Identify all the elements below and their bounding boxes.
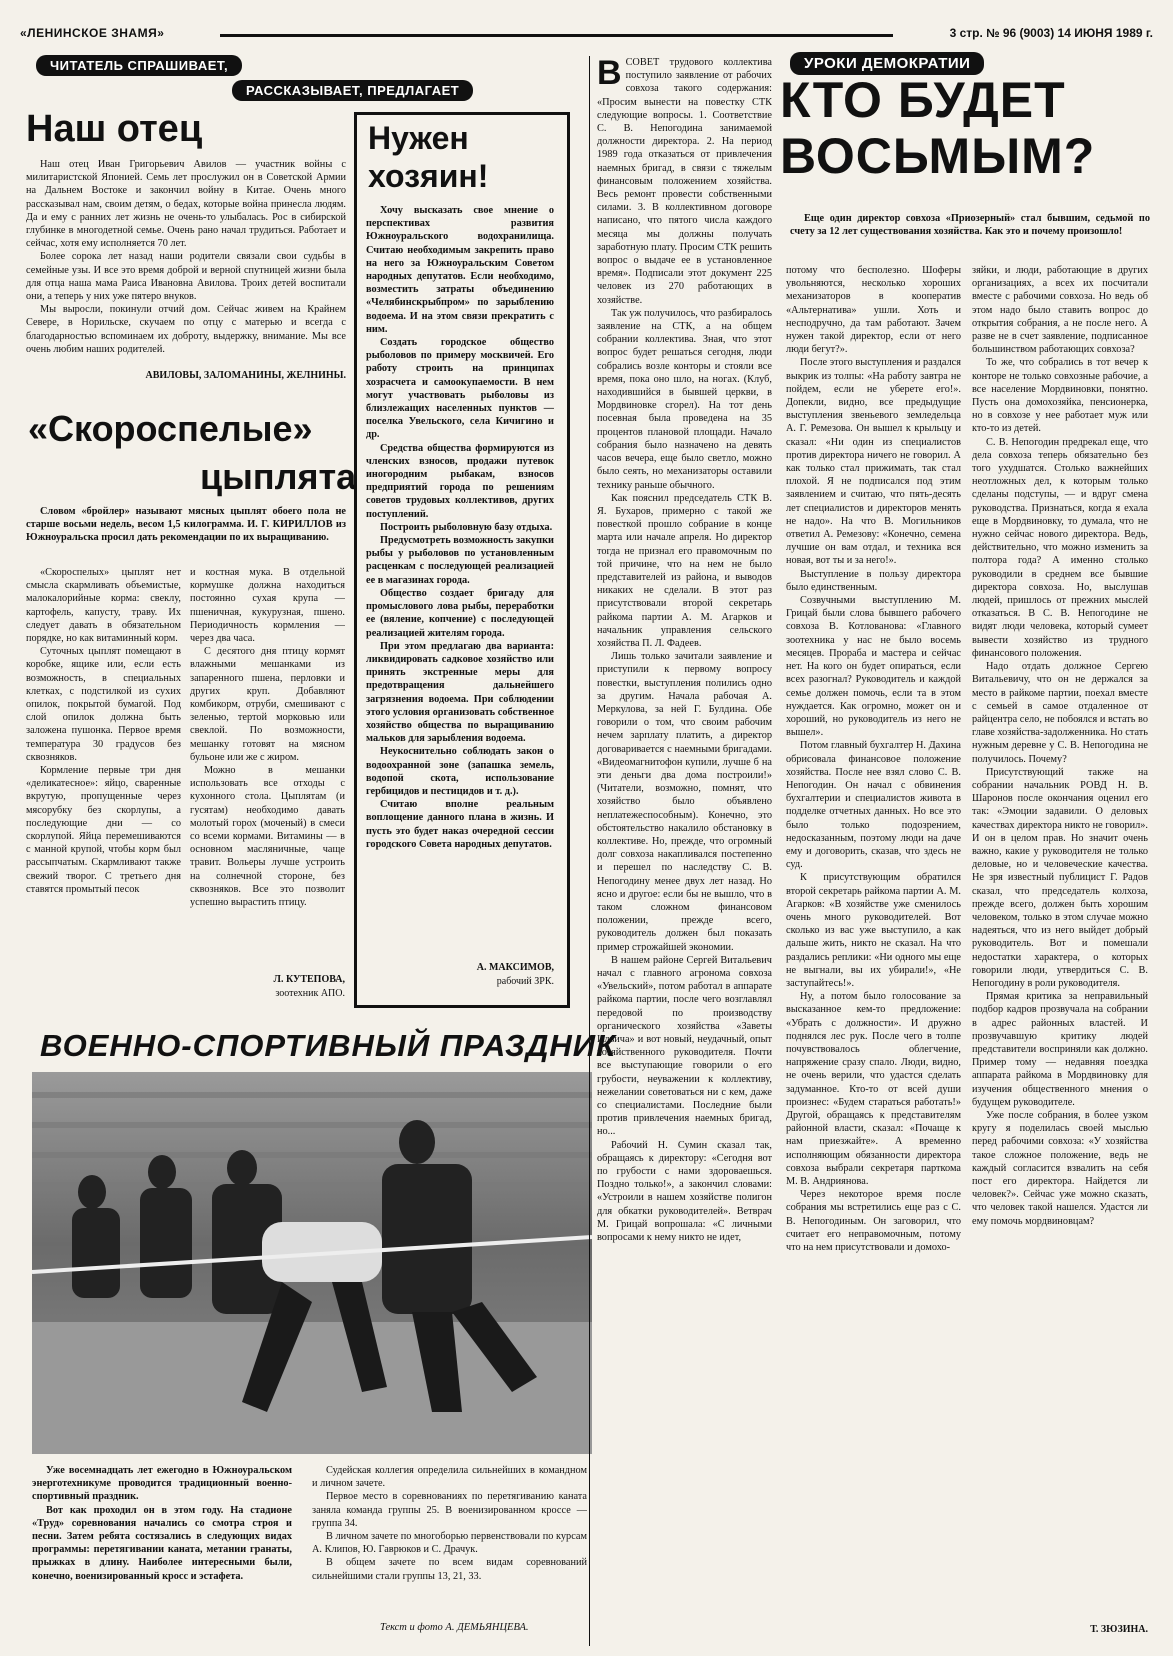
paragraph: Как пояснил председатель СТК В. Я. Бухаров, примерно с такой же повесткой прошло собрание в конце марта или начале апреля. Но директор тогда не признал его правомочным по той причине, что на нем не было представителей из района, и выводов никаких не сделали. В этот раз присутствовали второй секретарь райкома партии А. М. Агарков и начальник управления сельского хозяйства П. Л. Фадеев. — [597, 492, 772, 649]
paragraph: Кормление первые три дня «деликатесное»: яйцо, сваренные вкрутую, пропущенные через мясорубку без скорлупы, а последующие дни — со скорлупой. Яйца перемешиваются с манной крупой, чтобы корм был рассыпчатым. Скармливают также свежий творог. С третьего дня ставятся промытый песок — [26, 765, 181, 895]
eighth-title-1: КТО БУДЕТ — [780, 72, 1066, 128]
paragraph: Построить рыболовную базу отдыха. — [380, 521, 553, 533]
paragraph: В личном зачете по многоборью первенствовали по курсам А. Клипов, Ю. Гаврюков и С. Драчук. — [312, 1531, 587, 1556]
paragraph: Так уж получилось, что разбиралось заявление на СТК, а на общем собрании коллектива. Зная, что этот вопрос будет решаться сегодня, люди собрались возле конторы и стояли все время, пока оно шло, на ногах. (Клуб, находившийся в бывшей церкви, в Мордвиновке сгорел). На тот день посевная была проведена на 35 процентов плановой площади. Начало собрания было назначено на девять часов вечера, еще было светло, можно было сеять, но механизаторы оставили технику раньше обычного. — [597, 307, 772, 491]
rubric-reader-asks: ЧИТАТЕЛЬ СПРАШИВАЕТ, — [36, 55, 242, 76]
sport-column-1 — [32, 1464, 292, 1629]
paragraph: Выступление в пользу директора было единственным. — [786, 568, 961, 593]
paragraph: Уже восемнадцать лет ежегодно в Южноуральском энерготехникуме проводится традиционный военно-спортивный праздник. — [32, 1465, 292, 1503]
paragraph: «Скороспелых» цыплят нет смысла скармливать объемистые, малокалорийные корма: свеклу, картофель, капусту, траву. Их следует давать в обязательном порядке, но как витаминный корм. — [26, 567, 181, 645]
paragraph: Можно в мешанки использовать все отходы с кухонного стола. Цыплятам (и гусятам) необходимо давать молотый горох (моченый) в смеси со всеми кормами. Витамины — в основном масляничные, чаще травит. Вольеры лучше устроить на солнечной стороне, без сквозняков. Все это позволит успешно вырастить птицу. — [190, 765, 345, 909]
paragraph: Более сорока лет назад наши родители связали свои судьбы в семейные узы. И все это время доброй и верной спутницей жизни была для отца наша мама Раиса Ивановна Авилова. Троих детей воспитали они, а теперь у них уже пятеро внуков. — [26, 251, 346, 303]
paragraph: При этом предлагаю два варианта: ликвидировать садковое хозяйство или принять экстренные меры для предотвращения дальнейшего загрязнения водоема. При соблюдении этого условия организовать собственное хозяйство общества по выращиванию мальков для зарыбления водоема. — [366, 640, 554, 745]
paragraph: С. В. Непогодин предрекал еще, что дела совхоза теперь обязательно без того ухудшатся. Столько важнейших неотложных дел, к которым только сделаны подступы, — и вдруг смена руководства. Признаться, когда я ехала еще в Мордвиновку, то думала, что не нужно сейчас нового директора. Ведь, действительно, что можно изменить за полтора года? А именно столько руководили в среднем все бывшие директора совхоза. Но, выслушав людей, пришлось от прежних мыслей отказаться. В С. В. Непогодине не видят люди человека, который сумеет вывести хозяйство из трудного финансового положения. — [972, 436, 1148, 659]
paragraph: Присутствующий также на собрании начальник РОВД Н. В. Шаронов после окончания оценил его так: «Эмоции задавили. О деловых качествах директора никто не говорил». И он в целом прав. Но значит очень важно, какие у руководителя не только деловые, но и человеческие качества. Не зря известный публицист Г. Радов сказал, что председатель колхоза, прежде всего, должен быть хорошим человеком, только в этом случае можно надеяться, что из него выйдет добрый руководитель. Вот и помешали недостатки характера, о которых говорили люди, утвердиться С. В. Непогодину в роли руководителя. — [972, 766, 1148, 989]
paragraph: Суточных цыплят помещают в коробке, ящике или, если есть возможность, в специальных клетках, с подстилкой из сухих опилок, покрытой бумагой. Под слой опилок должна быть заложена пушонка. Первое время температура 30 градусов без сквозняков. — [26, 646, 181, 763]
rubric-democracy: УРОКИ ДЕМОКРАТИИ — [790, 52, 984, 75]
paragraph: Хочу высказать свое мнение о перспективах развития Южноуральского водохранилища. Считаю необходимым закрепить право на него за Южноуральским Советом народных депутатов. Если необходимо, возместить затраты объединению «Челябинскрыбпром» по зарыблению водоема. И на этом связи прекратить с ним. — [366, 205, 554, 335]
masthead-rule — [220, 34, 893, 37]
paragraph: Судейская коллегия определила сильнейших в командном и личном зачете. — [312, 1465, 587, 1490]
chicks-lead-text: Словом «бройлер» называют мясных цыплят обоего пола не старше восьми недель, весом 1,5 килограмма. И. Г. КИРИЛЛОВ из Южноуральска просил дать рекомендации по их выращиванию. — [26, 506, 346, 544]
paragraph: В нашем районе Сергей Витальевич начал с главного агронома совхоза «Увельский», потом работал в аппарате райкома партии, после чего возглавлял передовой по производству органического хозяйства «Заветы Ильича» и вот новый, неудачный, опыт хозяйственного руководителя. Почти все выступающие говорили о его грубости, неуважении к коллективу, нежелании советоваться ни с кем, даже со специалистами. Последние были против привлечения наемных бригад, но... — [597, 954, 772, 1138]
tug-of-war-photo — [32, 1072, 592, 1454]
paragraph: Созвучными выступлению М. Грицай были слова бывшего рабочего совхоза В. Котлованова: «Главного зоотехника у нас не было восемь месяцев. Прораба и мастера и сейчас нет. На кого он будет опираться, если всех разогнал? Руководитель и каждой семье должен помочь, если та в этом нуждается. Как огромно, может он и хороший, но руководитель из него не вышел». — [786, 595, 961, 739]
owner-signature-role: рабочий ЗРК. — [496, 976, 554, 987]
rubric-tells-proposes: РАССКАЗЫВАЕТ, ПРЕДЛАГАЕТ — [232, 80, 473, 101]
paragraph: Наш отец Иван Григорьевич Авилов — участник войны с милитаристской Японией. Семь лет прослужил он в Советской Армии на Дальнем Востоке и закончил войну в Китае. Очень много рассказывал нам, своим детям, о бедах, которые война принесла людям. Да и ему с ранних лет жизнь не очень-то улыбалась. Рос в сибирской глубинке в многодетной семье. Очень рано начал трудиться. Работает и сейчас, хотя ему исполняется 70 лет. — [26, 159, 346, 250]
paragraph: и костная мука. В отдельной кормушке должна находиться постоянно сухая крупа — пшеничная, кукурузная, пшено. Периодичность кормления — через два часа. — [190, 567, 345, 645]
paragraph: Создать городское общество рыболовов по примеру москвичей. Его работу строить на принципах хозрасчета и самоокупаемости. В нем могут участвовать рыболовы из близлежащих населенных пунктов — поселка Увельского, села Кичигино и др. — [366, 337, 554, 441]
father-title: Наш отец — [26, 108, 203, 150]
paragraph: Лишь только зачитали заявление и приступили к первому вопросу повестки, выступления полились одно за другим. Начала рабочая А. Меркулова, за ней Г. Булдина. Обе говорили о том, что своим рабочим нечем зарплату платить, а директор договаривается с наемными бригадами. «Видеомагнитофон купили, лучше б на эти деньги два дома построили!» (Читатели, возможно, помнят, что хозяйство было объявлено неплатежеспособным). Конечно, это обстоятельство накалило обстановку в коллективе. Но, прежде, что огромный долг совхоза накапливался постепенно и перешел по наследству С. В. Непогодину менее двух лет назад. Но ясно и другое: если бы не вышло, что в таком сложном финансовом положении, прежде всего, руководитель должен был показать пример строжайшей экономии. — [597, 651, 772, 953]
paragraph: СОВЕТ трудового коллектива поступило заявление от рабочих совхоза такого содержания: «Просим вынести на повестку СТК следующие вопросы. 1. Соответствие С. В. Непогодина занимаемой должности директора. 2. На период 1989 года отказаться от привлечения наемных бригад, в связи с тяжелым финансовым положением хозяйства. Весь ремонт провести собственными силами. 3. В коллективном договоре написано, что пятого числа каждого месяца мы должны получать заработную плату. Просим СТК решить вопрос о выдаче ее в установленное время». Подписали этот документ 225 человек из 270 работающих в хозяйстве. — [597, 57, 772, 306]
chicks-signature-name: Л. КУТЕПОВА, — [273, 974, 345, 985]
masthead — [20, 22, 1153, 46]
paper-name: «ЛЕНИНСКОЕ ЗНАМЯ» — [20, 26, 165, 40]
owner-signature-name: А. МАКСИМОВ, — [476, 962, 554, 973]
paragraph: Общество создает бригаду для промыслового лова рыбы, переработки ее (вяление, копчение) с последующей реализацией жителям города. — [366, 587, 554, 639]
column-rule — [589, 56, 590, 1646]
paragraph: Через некоторое время после собрания мы встретились еще раз с С. В. Непогодиным. Он заговорил, что считает его неправомочным, потому что на нем присутствовали и домохо- — [786, 1189, 961, 1254]
eighth-dropcap: В — [597, 56, 622, 92]
paragraph: Прямая критика за неправильный подбор кадров прозвучала на собрании в адрес районных властей. И прозвучавшую критику людей представители восприняли как должно. Пример тому — недавняя поездка аппарата райкома в Мордвиновку для изучения общественного мнения о будущем руководителе. — [972, 991, 1148, 1108]
paragraph: Рабочий Н. Сумин сказал так, обращаясь к директору: «Сегодня вот по грубости с нами здороваешься. Поздно только!», а закончил словами: «Устроили в нашем хозяйстве полигон для обкатки руководителей». Ветврач М. Грицай вопрошала: «С личными вопросами к нему никто не идет, — [597, 1139, 772, 1244]
eighth-signature: Т. ЗЮЗИНА. — [1090, 1624, 1148, 1635]
paragraph: Вот как проходил он в этом году. На стадионе «Труд» соревнования начались со смотра строя и песни. Затем ребята состязались в следующих видах программы: перетягивании каната, метании гранаты, прыжках в длину. Наиболее интересными были, конечно, военизированный кросс и эстафета. — [32, 1504, 292, 1582]
paragraph: Предусмотреть возможность закупки рыбы у рыболовов по установленным расценкам с последующей реализацией ее в магазинах города. — [366, 535, 554, 586]
chicks-title-2: цыплята — [200, 456, 357, 497]
eighth-column-c — [972, 264, 1148, 1614]
paragraph: потому что бесполезно. Шоферы увольняются, несколько хороших механизаторов в кооператив «Альтернатива» ушли. Хоть и несподручно, да там работают. Зачем нужен такой директор, если от него люди бегут?». — [786, 265, 961, 356]
paragraph: К присутствующим обратился второй секретарь райкома партии А. М. Агарков: «В хозяйстве уже сменилось очень много руководителей. Вот сколько из вас уже выступило, а как дальше жить, никто не сказал. На что раздались реплики: «Ни одного мы еще не выгнали, вы их убирали!», «Не заступайтесь!». — [786, 872, 961, 989]
chicks-column-2 — [190, 566, 345, 972]
owner-body — [366, 204, 554, 956]
paragraph: Первое место в соревнованиях по перетягиванию каната заняла команда группы 25. В военизированном кроссе — группа 34. — [312, 1491, 587, 1529]
paragraph: зяйки, и люди, работающие в других организациях, а всех их посчитали вместе с рабочими совхоза. Но ведь об этом надо было ставить вопрос до открытия собрания, а не после него. А разве не в счет заявление, подписанное большинством работающих совхоза? — [972, 265, 1148, 356]
sport-photo — [32, 1072, 592, 1454]
paragraph: С десятого дня птицу кормят влажными мешанками из запаренного пшена, перловки и других круп. Добавляют комбикорм, отруби, смешивают с зеленью, тертой морковью или свеклой. По возможности, мешанку готовят на мясном бульоне или же с жиром. — [190, 646, 345, 763]
paragraph: Средства общества формируются из членских взносов, продажи путевок иногородним рыбакам, взносов предприятий города по решениям советов трудовых коллективов, других поступлений. — [366, 442, 554, 520]
eighth-column-a — [597, 56, 772, 1646]
paragraph: Неукоснительно соблюдать закон о водоохранной зоне (запашка земель, водопой скота, использование гербицидов и пестицидов и т. д.). — [366, 746, 554, 797]
sport-title: ВОЕННО-СПОРТИВНЫЙ ПРАЗДНИК — [40, 1028, 617, 1063]
chicks-title-1: «Скороспелые» — [28, 408, 313, 449]
paragraph: Надо отдать должное Сергею Витальевичу, что он не держался за место в райкоме партии, поехал вместе с семьей в самое отдаленное от райцентра село, не побоялся и встать во главе хозяйства-задолженника. Но стать нужным деревне у С. В. Непогодина не получилось. Почему? — [972, 661, 1148, 765]
paragraph: Считаю вполне реальным воплощение данного плана в жизнь. И пусть это будет наказ очередной сессии городского Совета народных депутатов. — [366, 799, 554, 850]
eighth-title-2: ВОСЬМЫМ? — [780, 128, 1096, 184]
sport-credit: Текст и фото А. ДЕМЬЯНЦЕВА. — [380, 1622, 529, 1633]
chicks-signature-role: зоотехник АПО. — [275, 988, 345, 999]
eighth-lead-text: Еще один директор совхоза «Приозерный» стал бывшим, седьмой по счету за 12 лет существования хозяйства. Как это и почему произошло! — [790, 213, 1150, 238]
paragraph: Ну, а потом было голосование за высказанное кем-то предложение: «Убрать с должности». И дружно поднялся лес рук. После чего в толпе почувствовалось облегчение, напряжение сразу спало. Люди, видно, не очень верили, что удастся сделать задуманное. Кто-то от всей души произнес: «Будем стараться работать!» Другой, обращаясь к представителям районной власти, сказал: «Почаще к нам приезжайте». А временно исполняющим обязанности директора совхоза выбрали секретаря парткома М. В. Андриянова. — [786, 991, 961, 1188]
chicks-column-1 — [26, 566, 181, 1014]
owner-title-2: хозяин! — [368, 158, 489, 194]
paragraph: После этого выступления и раздался выкрик из толпы: «На работу завтра не пойдем, если не уберете его!». Допекли, видно, все предыдущие выступления звеньевого земледельца А. Г. Ремезова. Он вышел к крыльцу и сказал: «Ни один из специалистов против директора ничего не говорил. А как только стал прижимать, так стал плохой. Я не подписался под этим заявлением и считаю, что пять-десять лет специалистов и директоров менять не надо». На что В. Могильников ответил А. Ремезову: «Конечно, семена лучшие он вам отдал, и техника вся новая, вот ты и за него!». — [786, 357, 961, 567]
paragraph: Мы выросли, покинули отчий дом. Сейчас живем на Крайнем Севере, в Норильске, скучаем по отцу с матерью и всегда с благодарностью вспоминаем их доброту, выдержку, внимание. Мы все очень любим наших родителей. — [26, 304, 346, 355]
eighth-lead — [790, 212, 1150, 260]
sport-column-2 — [312, 1464, 587, 1609]
father-body — [26, 158, 346, 368]
paragraph: Уже после собрания, в более узком кругу я поделилась своей мыслью перед рабочими совхоза: «У хозяйства такое сложное положение, ведь не каждый согласится взвалить на себя пост его директора. Найдется ли человек?». Сейчас уже можно сказать, что человек такой нашелся. Удастся ли ему помочь мордвиновцам? — [972, 1110, 1148, 1227]
issue-info: 3 стр. № 96 (9003) 14 ИЮНЯ 1989 г. — [949, 26, 1153, 40]
paragraph: Потом главный бухгалтер Н. Дахина обрисовала финансовое положение хозяйства. После нее взял слово С. В. Непогодин. Он начал с обвинения бухгалтерии и специалистов живота в подделке отчетных данных. Но все это было только подозрением, недосказанным, поэтому люди на даче ему и договорить, сказав, что здесь не суд. — [786, 740, 961, 871]
owner-title-1: Нужен — [368, 120, 469, 156]
paragraph: То же, что собрались в тот вечер к конторе не только совхозные рабочие, а все население Мордвиновки, понятно. Пусть она домохозяйка, пенсионерка, но в совхозе у нее работает муж или кто-то из детей. — [972, 357, 1148, 435]
paragraph: В общем зачете по всем видам соревнований сильнейшими стали группы 13, 21, 33. — [312, 1557, 587, 1582]
eighth-column-b — [786, 264, 961, 1646]
father-signature: АВИЛОВЫ, ЗАЛОМАНИНЫ, ЖЕЛНИНЫ. — [145, 370, 346, 381]
chicks-lead — [26, 505, 346, 565]
